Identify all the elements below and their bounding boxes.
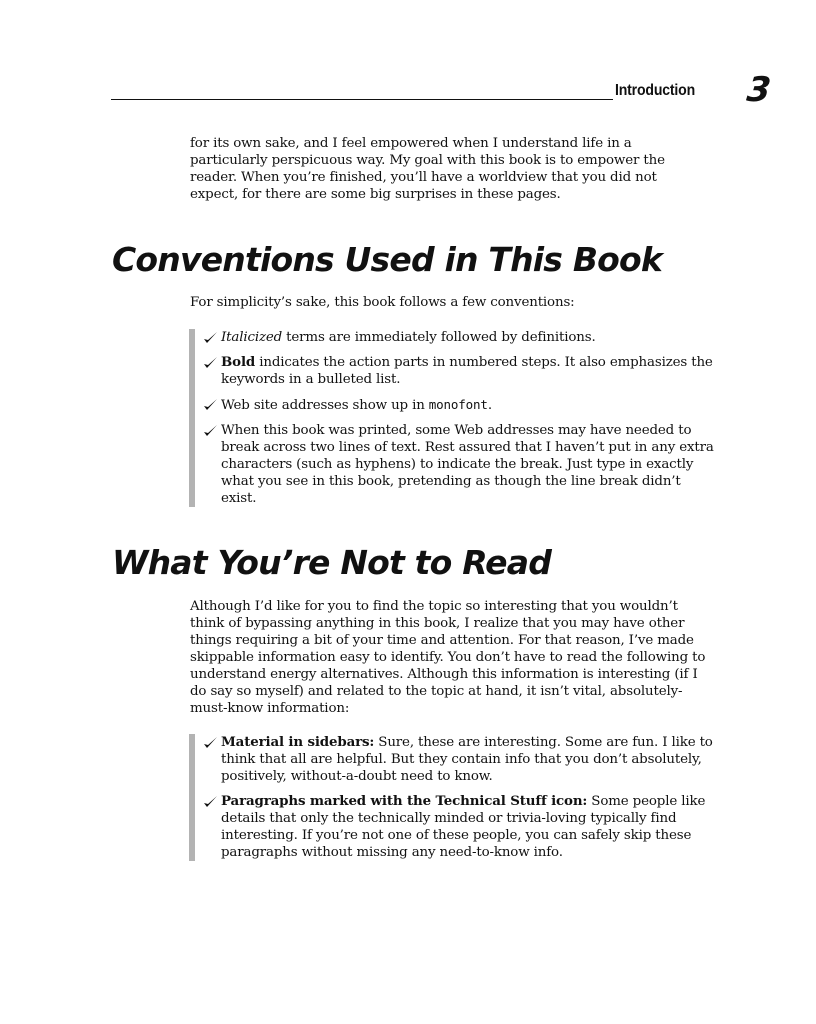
not-to-read-paragraph-text: Although I’d like for you to find the topic so interesting that you wouldn’t think of bypassing anything in this book, I realize that you may have other things requiring a bit of your time and attention. For that reason, I’ve made skippable information easy to identify. You don’t have to read the following to understand energy alternatives. Although this information is interesting (if I do say so myself) and related to the topic at hand, it isn’t vital, absolutely-must-know information: bbox=[190, 599, 706, 716]
conventions-heading: Conventions Used in This Book bbox=[112, 240, 663, 279]
checkmark-icon bbox=[203, 398, 218, 411]
list-item bbox=[203, 354, 714, 388]
header-rule bbox=[111, 99, 613, 100]
conventions-lead-text: For simplicity’s sake, this book follows a few conventions: bbox=[190, 295, 575, 310]
checkmark-icon bbox=[203, 795, 218, 808]
italic-term: Italicized bbox=[221, 330, 283, 345]
list-item bbox=[203, 422, 714, 507]
running-head bbox=[111, 70, 773, 114]
conventions-list bbox=[189, 329, 714, 507]
item-text: Sure, these are interesting. Some are fun. I like to think that all are helpful. But they contain info that you don’t absolutely, positively, without-a-doubt need to know. bbox=[221, 735, 713, 784]
page-number: 3 bbox=[744, 70, 773, 110]
item-text: Some people like details that only the technically minded or trivia-loving typically find interesting. If you’re not one of these people, you can safely skip these paragraphs without missing any need-to-know info. bbox=[221, 794, 706, 860]
item-text: Web site addresses show up in bbox=[221, 398, 429, 413]
item-text: terms are immediately followed by definitions. bbox=[282, 330, 596, 345]
bold-lead: Material in sidebars: bbox=[221, 734, 375, 750]
bold-lead: Paragraphs marked with the Technical Stuff icon: bbox=[221, 793, 588, 809]
skippable-list bbox=[189, 734, 714, 861]
list-item bbox=[203, 734, 714, 785]
checkmark-icon bbox=[203, 736, 218, 749]
list-item bbox=[203, 329, 714, 346]
checkmark-icon bbox=[203, 356, 218, 369]
item-text-end: . bbox=[487, 398, 492, 413]
not-to-read-heading: What You’re Not to Read bbox=[112, 543, 552, 582]
list-item bbox=[203, 396, 714, 414]
not-to-read-paragraph bbox=[190, 598, 706, 717]
bold-term: Bold bbox=[221, 354, 256, 370]
item-text: indicates the action parts in numbered steps. It also emphasizes the keywords in a bulleted list. bbox=[221, 355, 713, 387]
intro-paragraph-text: for its own sake, and I feel empowered when I understand life in a particularly perspicuous way. My goal with this book is to empower the reader. When you’re finished, you’ll have a worldview that you did not expect, for there are some big surprises in these pages. bbox=[190, 136, 665, 202]
monofont-sample: monofont bbox=[428, 397, 488, 412]
checkmark-icon bbox=[203, 424, 218, 437]
item-text: When this book was printed, some Web addresses may have needed to break across two lines of text. Rest assured that I haven’t put in any extra characters (such as hyphens) to indicate the break. Just type in exactly what you see in this book, pretending as though the line break didn’t exist. bbox=[221, 423, 714, 506]
checkmark-icon bbox=[203, 331, 218, 344]
running-head-title: Introduction bbox=[615, 82, 696, 99]
list-item bbox=[203, 793, 714, 861]
conventions-lead bbox=[190, 294, 706, 311]
intro-paragraph bbox=[190, 135, 706, 203]
